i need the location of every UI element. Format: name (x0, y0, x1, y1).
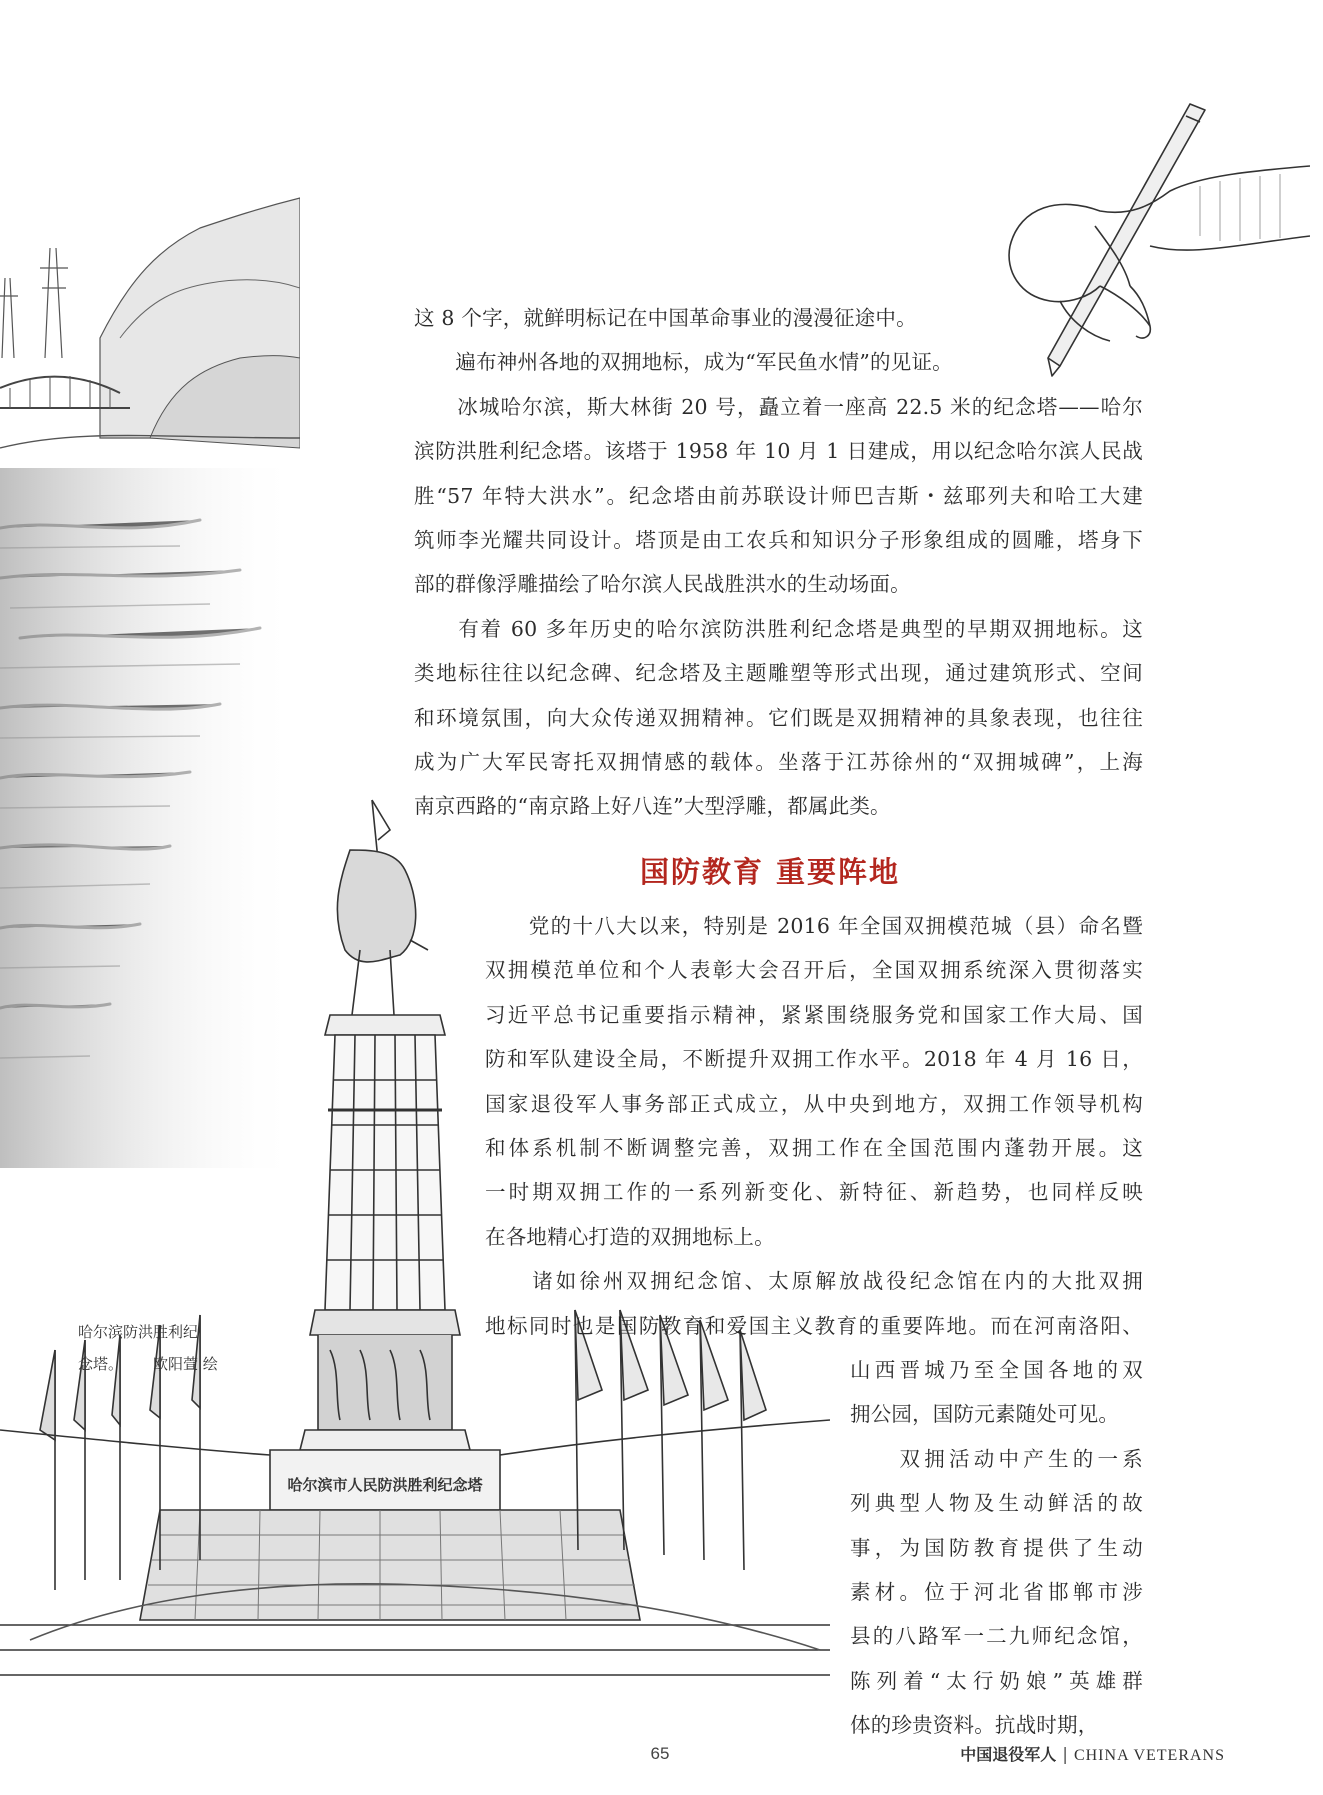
section-paragraph-line: 国家退役军人事务部正式成立，从中央到地方，双拥工作领导机构 (485, 1091, 1143, 1116)
page-number: 65 (650, 1744, 670, 1763)
caption-credit: 欧阳萱 绘 (153, 1355, 218, 1373)
paragraph-line: 遍布神州各地的双拥地标，成为“军民鱼水情”的见证。 (414, 350, 953, 375)
section-paragraph-line: 山西晋城乃至全国各地的双 (850, 1358, 1143, 1382)
paragraph-line: 胜“57 年特大洪水”。纪念塔由前苏联设计师巴吉斯・兹耶列夫和哈工大建 (414, 483, 1143, 508)
magazine-name-cn: 中国退役军人 (960, 1745, 1057, 1764)
paragraph-line: 成为广大军民寄托双拥情感的载体。坐落于江苏徐州的“双拥城碑”，上海 (414, 750, 1143, 774)
section-paragraph-line: 在各地精心打造的双拥地标上。 (485, 1224, 775, 1249)
paragraph-line: 滨防洪胜利纪念塔。该塔于 1958 年 10 月 1 日建成，用以纪念哈尔滨人民战 (414, 439, 1143, 464)
illustration-caption (78, 1316, 218, 1380)
paragraph-line: 冰城哈尔滨，斯大林街 20 号，矗立着一座高 22.5 米的纪念塔——哈尔 (414, 394, 1143, 419)
section-paragraph-line: 列典型人物及生动鲜活的故 (850, 1491, 1143, 1516)
section-paragraph-line: 体的珍贵资料。抗战时期， (850, 1713, 1099, 1738)
section-paragraph-line: 习近平总书记重要指示精神，紧紧围绕服务党和国家工作大局、国 (485, 1002, 1143, 1027)
section-paragraph-line: 县的八路军一二九师纪念馆， (850, 1624, 1143, 1649)
caption-line-2 (78, 1348, 218, 1380)
brand-separator: | (1062, 1745, 1068, 1765)
paragraph-line: 筑师李光耀共同设计。塔顶是由工农兵和知识分子形象组成的圆雕，塔身下 (414, 528, 1143, 552)
paragraph-line: 类地标往往以纪念碑、纪念塔及主题雕塑等形式出现，通过建筑形式、空间 (414, 661, 1143, 686)
section-paragraph-line: 事，为国防教育提供了生动 (850, 1535, 1143, 1560)
monument-inscription: 哈尔滨市人民防洪胜利纪念塔 (287, 1476, 483, 1494)
paragraph-line: 和环境氛围，向大众传递双拥精神。它们既是双拥精神的具象表现，也往往 (414, 705, 1143, 730)
paragraph-line: 这 8 个字，就鲜明标记在中国革命事业的漫漫征途中。 (414, 306, 917, 330)
paragraph-line: 部的群像浮雕描绘了哈尔滨人民战胜洪水的生动场面。 (414, 572, 911, 597)
section-paragraph-line: 诸如徐州双拥纪念馆、太原解放战役纪念馆在内的大批双拥 (485, 1269, 1143, 1294)
section-paragraph-line: 地标同时也是国防教育和爱国主义教育的重要阵地。而在河南洛阳、 (485, 1313, 1143, 1338)
section-paragraph-line: 拥公园，国防元素随处可见。 (850, 1402, 1120, 1427)
paragraph-line: 有着 60 多年历史的哈尔滨防洪胜利纪念塔是典型的早期双拥地标。这 (414, 616, 1143, 641)
caption-line-1: 哈尔滨防洪胜利纪 (78, 1323, 199, 1341)
magazine-brand (960, 1742, 1225, 1765)
section-paragraph-line: 防和军队建设全局，不断提升双拥工作水平。2018 年 4 月 16 日， (485, 1047, 1143, 1072)
section-paragraph-line: 党的十八大以来，特别是 2016 年全国双拥模范城（县）命名暨 (485, 914, 1143, 938)
section-paragraph-line: 一时期双拥工作的一系列新变化、新特征、新趋势，也同样反映 (485, 1180, 1143, 1205)
section-paragraph-line: 素材。位于河北省邯郸市涉 (850, 1580, 1143, 1604)
section-paragraph-line: 双拥活动中产生的一系 (850, 1446, 1143, 1471)
section-paragraph-line: 双拥模范单位和个人表彰大会召开后，全国双拥系统深入贯彻落实 (485, 958, 1143, 983)
section-heading: 国防教育 重要阵地 (639, 855, 901, 890)
magazine-name-en: CHINA VETERANS (1073, 1747, 1225, 1764)
paragraph-line: 南京西路的“南京路上好八连”大型浮雕，都属此类。 (414, 794, 891, 819)
caption-line-2-a: 念塔。 (78, 1355, 124, 1373)
section-paragraph-line: 和体系机制不断调整完善，双拥工作在全国范围内蓬勃开展。这 (485, 1136, 1143, 1160)
section-paragraph-line: 陈列着“太行奶娘”英雄群 (850, 1668, 1143, 1693)
